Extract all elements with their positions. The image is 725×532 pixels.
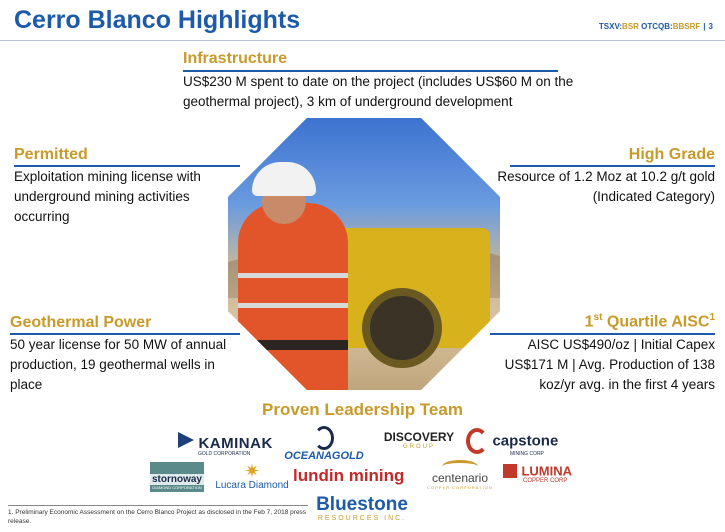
bluestone-logo (310, 495, 414, 522)
discovery-name: DISCOVERY (383, 430, 455, 444)
footnote: 1. Preliminary Economic Assessment on the Cerro Blanco Project as disclosed in the Feb 7, 2018 press release. (8, 509, 307, 525)
reflective-stripe (238, 303, 348, 308)
centenario-subtitle: COPPER CORPORATION (427, 485, 493, 490)
lumina-logo (503, 462, 572, 484)
bluestone-name: Bluestone (316, 494, 408, 515)
infrastructure-body: US$230 M spent to date on the project (includes US$60 M on the geothermal project), 3 km of underground development (183, 74, 574, 109)
geothermal-heading: Geothermal Power (10, 314, 152, 331)
permitted-heading: Permitted (14, 146, 88, 163)
aisc-heading-number: 1 (584, 313, 594, 331)
bluestone-subtitle: RESOURCES INC. (317, 515, 407, 522)
infrastructure-heading: Infrastructure (183, 50, 288, 67)
mine-worker-photo (228, 118, 500, 390)
page-title: Cerro Blanco Highlights (14, 6, 301, 34)
capstone-subtitle: MINING CORP (510, 451, 544, 457)
lumina-name: LUMINA (521, 463, 572, 479)
kaminak-logo (178, 432, 273, 457)
lundin-logo: lundin mining (293, 466, 405, 485)
lumina-subtitle: COPPER CORP (523, 478, 568, 484)
page-number: 3 (708, 22, 713, 31)
centenario-name: centenario (431, 471, 489, 485)
stornoway-name: stornoway (151, 474, 202, 485)
worker-body (238, 203, 348, 390)
leadership-heading: Proven Leadership Team (262, 400, 463, 419)
lucara-name: Lucara Diamond (215, 480, 289, 491)
truck-wheel (362, 288, 442, 368)
capstone-name: capstone (492, 432, 559, 450)
aisc-body: AISC US$490/oz | Initial Capex US$171 M | Avg. Production of 138 koz/yr avg. in the first 4 years (504, 337, 715, 392)
otcqb-symbol: BBSRF (672, 22, 701, 31)
reflective-stripe (238, 273, 348, 278)
high-grade-body: Resource of 1.2 Moz at 10.2 g/t gold (Indicated Category) (497, 169, 715, 204)
oceanagold-name: OCEANAGOLD (284, 450, 364, 462)
stornoway-logo (150, 462, 204, 492)
kaminak-name: KAMINAK (198, 435, 273, 452)
aisc-heading-footnote-ref: 1 (709, 312, 715, 323)
permitted-body: Exploitation mining license with underground mining activities occurring (14, 169, 201, 224)
kaminak-mark-icon (178, 432, 194, 448)
lumina-mark-icon (503, 464, 517, 478)
oceanagold-logo (278, 426, 370, 462)
tsxv-symbol: BSR (622, 22, 639, 31)
lucara-logo (214, 462, 290, 491)
ticker-info (599, 22, 713, 31)
aisc-heading-ordinal: st (593, 312, 603, 323)
oceanagold-mark-icon (314, 426, 334, 450)
lucara-star-icon: ✷ (244, 461, 260, 481)
mining-truck (340, 228, 490, 348)
geothermal-body: 50 year license for 50 MW of annual production, 19 geothermal wells in place (10, 337, 227, 392)
aisc-heading-text: Quartile AISC (602, 313, 710, 331)
discovery-logo (382, 430, 456, 450)
kaminak-subtitle: GOLD CORPORATION (198, 451, 251, 457)
high-grade-heading: High Grade (628, 146, 715, 163)
centenario-logo (425, 460, 495, 490)
stornoway-subtitle: DIAMOND CORPORATION (152, 485, 202, 490)
discovery-subtitle: GROUP (402, 444, 435, 450)
title-divider (0, 40, 725, 41)
tsxv-prefix: TSXV: (598, 22, 623, 31)
aisc-heading (585, 312, 715, 331)
capstone-logo (466, 428, 558, 457)
footnote-divider (8, 505, 308, 506)
ticker-separator: | (703, 22, 706, 31)
tool-belt (240, 340, 348, 350)
capstone-mark-icon (466, 428, 488, 454)
otcqb-prefix: OTCQB: (641, 22, 673, 31)
hard-hat (252, 162, 316, 196)
